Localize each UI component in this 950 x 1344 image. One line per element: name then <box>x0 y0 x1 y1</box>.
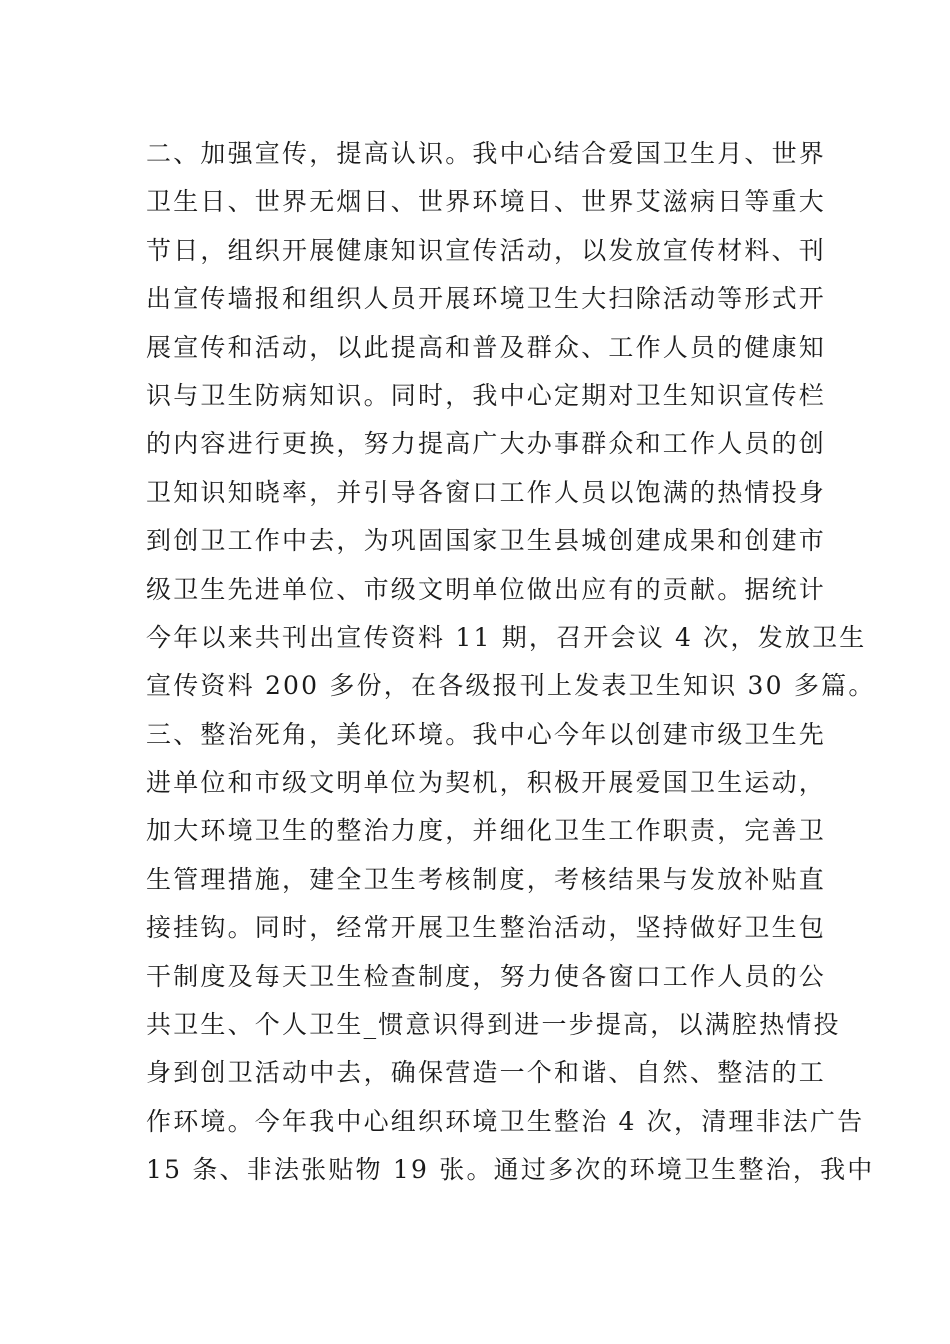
text-line: 出宣传墙报和组织人员开展环境卫生大扫除活动等形式开 <box>146 284 827 314</box>
text-line: 身到创卫活动中去，确保营造一个和谐、自然、整洁的工 <box>146 1058 827 1088</box>
text-line: 的内容进行更换，努力提高广大办事群众和工作人员的创 <box>146 429 827 459</box>
text-line: 进单位和市级文明单位为契机，积极开展爱国卫生运动， <box>146 768 827 798</box>
text-line: 级卫生先进单位、市级文明单位做出应有的贡献。据统计 <box>146 574 827 604</box>
text-line: 二、加强宣传，提高认识。我中心结合爱国卫生月、世界 <box>146 139 827 168</box>
text-line: 到创卫工作中去，为巩固国家卫生县城创建成果和创建市 <box>146 526 827 556</box>
text-line: 卫知识知晓率，并引导各窗口工作人员以饱满的热情投身 <box>146 477 827 507</box>
text-line: 卫生日、世界无烟日、世界环境日、世界艾滋病日等重大 <box>146 187 827 217</box>
text-line: 共卫生、个人卫生_惯意识得到进一步提高，以满腔热情投 <box>146 1010 841 1040</box>
text-line: 加大环境卫生的整治力度，并细化卫生工作职责，完善卫 <box>146 816 827 846</box>
document-body <box>146 130 876 1195</box>
text-line: 干制度及每天卫生检查制度，努力使各窗口工作人员的公 <box>146 961 827 991</box>
text-line: 接挂钩。同时，经常开展卫生整治活动，坚持做好卫生包 <box>146 913 827 943</box>
text-line: 展宣传和活动，以此提高和普及群众、工作人员的健康知 <box>146 332 827 362</box>
text-line: 节日，组织开展健康知识宣传活动，以发放宣传材料、刊 <box>146 235 827 265</box>
text-line: 今年以来共刊出宣传资料 11 期，召开会议 4 次，发放卫生 <box>146 622 867 652</box>
text-line: 作环境。今年我中心组织环境卫生整治 4 次，清理非法广告 <box>146 1106 865 1136</box>
text-line: 三、整治死角，美化环境。我中心今年以创建市级卫生先 <box>146 719 827 749</box>
text-line: 识与卫生防病知识。同时，我中心定期对卫生知识宣传栏 <box>146 380 827 410</box>
text-line: 宣传资料 200 多份，在各级报刊上发表卫生知识 30 多篇。 <box>146 671 876 701</box>
text-line: 生管理措施，建全卫生考核制度，考核结果与发放补贴直 <box>146 864 827 894</box>
text-line: 15 条、非法张贴物 19 张。通过多次的环境卫生整治，我中 <box>146 1155 875 1185</box>
